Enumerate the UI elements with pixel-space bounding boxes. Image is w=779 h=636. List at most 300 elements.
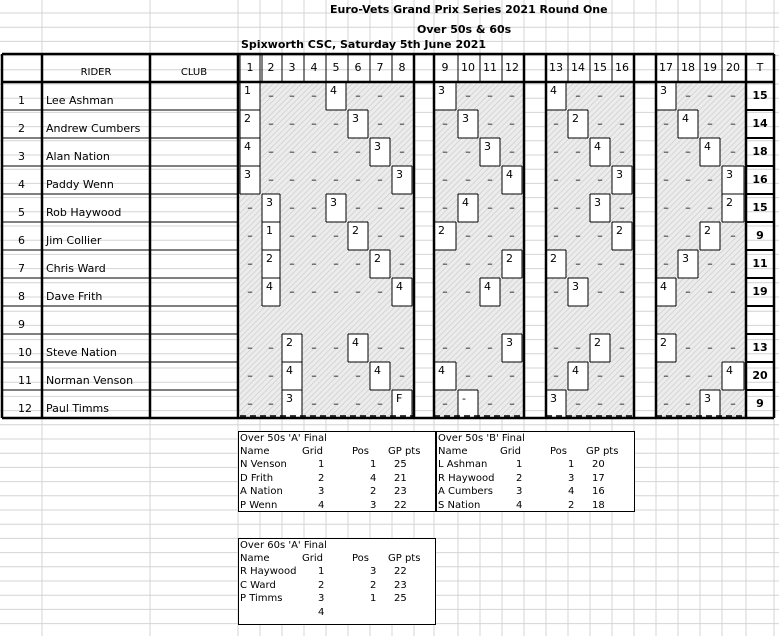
final-cell: 3 <box>516 486 523 497</box>
heat-dash: – <box>355 257 361 270</box>
heat-dash: – <box>289 89 295 102</box>
col-header-heat: 18 <box>681 61 695 74</box>
heat-result: 2 <box>616 224 623 237</box>
heat-dash: – <box>311 117 317 130</box>
heat-dash: – <box>487 201 493 214</box>
rider-number: 10 <box>18 346 32 359</box>
heat-dash: – <box>355 369 361 382</box>
rider-number: 4 <box>18 178 25 191</box>
heat-result: 4 <box>660 280 667 293</box>
heat-result: 3 <box>438 84 445 97</box>
heat-dash: – <box>707 89 713 102</box>
heat-result: 2 <box>374 252 381 265</box>
heat-result: 3 <box>330 196 337 209</box>
final-cell: A Nation <box>240 486 283 497</box>
heat-dash: – <box>355 201 361 214</box>
rider-total: 16 <box>752 173 768 186</box>
heat-dash: – <box>311 145 317 158</box>
heat-dash: – <box>509 89 515 102</box>
heat-dash: – <box>289 201 295 214</box>
heat-dash: – <box>575 89 581 102</box>
heat-dash: – <box>685 201 691 214</box>
heat-result: 2 <box>286 336 293 349</box>
rider-total: 14 <box>752 117 768 130</box>
heat-dash: – <box>399 369 405 382</box>
heat-result: 3 <box>352 112 359 125</box>
heat-dash: – <box>663 257 669 270</box>
final-cell: 4 <box>516 499 523 511</box>
heat-dash: – <box>399 117 405 130</box>
col-header-club: CLUB <box>180 67 208 78</box>
heat-dash: – <box>597 257 603 270</box>
heat-dash: – <box>597 229 603 242</box>
heat-dash: – <box>730 257 736 270</box>
final-cell: 3 <box>370 566 377 577</box>
final-cell: 21 <box>394 472 407 484</box>
heat-result: 4 <box>462 196 469 209</box>
col-header-heat: 10 <box>461 61 475 74</box>
heat-result: 2 <box>550 252 557 265</box>
final-cell: 1 <box>516 459 523 470</box>
heat-dash: – <box>487 117 493 130</box>
heat-dash: – <box>597 369 603 382</box>
heat-dash: – <box>553 341 559 354</box>
heat-dash: – <box>268 341 274 354</box>
heat-dash: – <box>289 173 295 186</box>
rider-number: 5 <box>18 206 25 219</box>
final-header: GP pts <box>388 553 421 564</box>
col-header-rider: RIDER <box>80 67 112 78</box>
heat-result: 3 <box>396 168 403 181</box>
heat-dash: – <box>707 117 713 130</box>
heat-dash: – <box>685 145 691 158</box>
heat-result: 2 <box>704 224 711 237</box>
heat-result: 4 <box>286 364 293 377</box>
final-cell: R Haywood <box>240 566 297 577</box>
final-title: Over 60s 'A' Final <box>240 540 327 551</box>
title-line-3: Spixworth CSC, Saturday 5th June 2021 <box>241 38 487 51</box>
heat-dash: – <box>311 229 317 242</box>
heat-dash: – <box>442 117 448 130</box>
heat-dash: – <box>333 341 339 354</box>
heat-dash: – <box>311 201 317 214</box>
rider-name: Andrew Cumbers <box>46 122 141 135</box>
final-cell: 1 <box>318 566 325 577</box>
heat-result: 4 <box>594 140 601 153</box>
heat-dash: – <box>247 341 253 354</box>
rider-number: 11 <box>18 374 32 387</box>
heat-dash: – <box>487 369 493 382</box>
col-header-heat: 2 <box>267 61 275 74</box>
rider-name: Dave Frith <box>46 290 103 303</box>
heat-dash: – <box>575 145 581 158</box>
heat-dash: – <box>487 229 493 242</box>
final-cell: D Frith <box>240 472 274 484</box>
heat-dash: – <box>553 201 559 214</box>
title-line-2: Over 50s & 60s <box>417 23 512 36</box>
rider-total: 9 <box>756 397 764 410</box>
final-header: Name <box>438 446 468 457</box>
heat-dash: – <box>553 145 559 158</box>
heat-dash: – <box>553 229 559 242</box>
heat-dash: – <box>509 201 515 214</box>
final-cell: 1 <box>370 459 377 470</box>
heat-dash: – <box>619 285 625 298</box>
heat-result: 3 <box>572 280 579 293</box>
heat-dash: – <box>663 173 669 186</box>
col-header-heat: 11 <box>483 61 497 74</box>
heat-dash: – <box>685 341 691 354</box>
final-cell: 23 <box>394 486 407 497</box>
rider-name: Steve Nation <box>46 346 117 359</box>
final-header: Pos <box>352 553 370 564</box>
heat-dash: – <box>465 229 471 242</box>
heat-dash: – <box>619 145 625 158</box>
final-title: Over 50s 'B' Final <box>438 433 525 444</box>
col-header-heat: 16 <box>615 61 629 74</box>
heat-dash: – <box>597 173 603 186</box>
final-cell: 16 <box>592 486 605 497</box>
heat-dash: – <box>289 285 295 298</box>
heat-dash: – <box>597 117 603 130</box>
final-cell: 3 <box>318 593 325 604</box>
final-header: Grid <box>302 446 323 457</box>
heat-result: 3 <box>506 336 513 349</box>
final-cell: R Haywood <box>438 472 495 484</box>
col-header-heat: 13 <box>549 61 563 74</box>
final-header: Pos <box>550 446 568 457</box>
heat-result: 2 <box>572 112 579 125</box>
final-cell: A Cumbers <box>438 486 493 497</box>
final-cell: 4 <box>318 606 325 618</box>
heat-dash: – <box>685 369 691 382</box>
heat-dash: – <box>730 145 736 158</box>
heat-dash: – <box>685 89 691 102</box>
col-header-heat: 1 <box>246 61 254 74</box>
heat-result: - <box>462 392 466 405</box>
heat-dash: – <box>355 89 361 102</box>
final-cell: 3 <box>318 486 325 497</box>
heat-result: 4 <box>244 140 251 153</box>
col-header-heat: 5 <box>332 61 340 74</box>
heat-dash: – <box>663 229 669 242</box>
heat-dash: – <box>333 173 339 186</box>
col-header-heat: 9 <box>441 61 449 74</box>
heat-dash: – <box>399 201 405 214</box>
heat-dash: – <box>289 229 295 242</box>
heat-result: 2 <box>660 336 667 349</box>
heat-dash: – <box>553 173 559 186</box>
heat-dash: – <box>575 201 581 214</box>
final-cell: 22 <box>394 499 407 511</box>
heat-dash: – <box>509 369 515 382</box>
heat-result: 3 <box>704 392 711 405</box>
heat-dash: – <box>619 397 625 410</box>
heat-dash: – <box>333 257 339 270</box>
final-cell: 2 <box>318 579 325 591</box>
heat-dash: – <box>399 89 405 102</box>
heat-dash: – <box>311 369 317 382</box>
final-cell: 4 <box>568 486 575 497</box>
rider-name: Paul Timms <box>46 402 110 415</box>
rider-name: Paddy Wenn <box>46 178 114 191</box>
heat-dash: – <box>509 285 515 298</box>
heat-result: 3 <box>594 196 601 209</box>
heat-dash: – <box>377 397 383 410</box>
heat-dash: – <box>553 117 559 130</box>
heat-dash: – <box>377 117 383 130</box>
heat-dash: – <box>487 257 493 270</box>
heat-dash: – <box>442 145 448 158</box>
heat-dash: – <box>377 173 383 186</box>
heat-dash: – <box>377 229 383 242</box>
heat-dash: – <box>377 285 383 298</box>
final-cell: 2 <box>370 486 377 497</box>
heat-dash: – <box>685 173 691 186</box>
heat-dash: – <box>487 397 493 410</box>
final-cell: P Timms <box>240 593 283 604</box>
final-cell: 2 <box>318 472 325 484</box>
final-cell: 1 <box>370 593 377 604</box>
heat-dash: – <box>575 173 581 186</box>
heat-result: 3 <box>726 168 733 181</box>
heat-dash: – <box>707 173 713 186</box>
rider-total: 13 <box>752 341 768 354</box>
heat-result: 4 <box>550 84 557 97</box>
heat-dash: – <box>509 145 515 158</box>
final-cell: 3 <box>370 499 377 511</box>
heat-dash: – <box>268 117 274 130</box>
heat-dash: – <box>268 145 274 158</box>
heat-dash: – <box>553 369 559 382</box>
heat-dash: – <box>597 285 603 298</box>
final-header: GP pts <box>586 446 619 457</box>
rider-total: 15 <box>752 89 768 102</box>
heat-dash: – <box>465 257 471 270</box>
heat-dash: – <box>289 117 295 130</box>
heat-dash: – <box>553 285 559 298</box>
heat-dash: – <box>730 397 736 410</box>
rider-number: 7 <box>18 262 25 275</box>
heat-dash: – <box>311 397 317 410</box>
heat-dash: – <box>730 285 736 298</box>
final-cell: 22 <box>394 566 407 577</box>
final-cell: 18 <box>592 499 605 511</box>
heat-result: 3 <box>286 392 293 405</box>
rider-number: 1 <box>18 94 25 107</box>
heat-dash: – <box>685 229 691 242</box>
col-header-heat: 3 <box>288 61 296 74</box>
final-cell: C Ward <box>240 579 276 591</box>
heat-result: 4 <box>396 280 403 293</box>
heat-dash: – <box>575 229 581 242</box>
final-cell: 25 <box>394 459 407 470</box>
final-cell: 17 <box>592 472 605 484</box>
rider-total: 20 <box>752 369 768 382</box>
heat-dash: – <box>597 89 603 102</box>
rider-name: Lee Ashman <box>46 94 114 107</box>
heat-result: 4 <box>374 364 381 377</box>
heat-dash: – <box>509 397 515 410</box>
final-cell: S Nation <box>438 499 481 511</box>
heat-dash: – <box>663 397 669 410</box>
rider-total: 15 <box>752 201 768 214</box>
rider-name: Alan Nation <box>46 150 110 163</box>
heat-result: 4 <box>506 168 513 181</box>
rider-number: 6 <box>18 234 25 247</box>
heat-dash: – <box>399 257 405 270</box>
heat-dash: – <box>730 229 736 242</box>
final-cell: 2 <box>568 499 575 511</box>
rider-number: 12 <box>18 402 32 415</box>
heat-dash: – <box>707 369 713 382</box>
heat-dash: – <box>333 145 339 158</box>
rider-name: Norman Venson <box>46 374 134 387</box>
heat-dash: – <box>289 145 295 158</box>
heat-result: 4 <box>704 140 711 153</box>
heat-dash: – <box>730 341 736 354</box>
heat-dash: – <box>247 229 253 242</box>
heat-result: 2 <box>726 196 733 209</box>
rider-name: Jim Collier <box>46 234 102 247</box>
heat-dash: – <box>311 285 317 298</box>
heat-dash: – <box>619 341 625 354</box>
col-header-heat: 4 <box>310 61 318 74</box>
heat-result: 2 <box>438 224 445 237</box>
final-cell: 4 <box>370 472 377 484</box>
col-header-heat: 14 <box>571 61 585 74</box>
heat-dash: – <box>707 257 713 270</box>
final-cell: 3 <box>568 472 575 484</box>
heat-result: 2 <box>352 224 359 237</box>
heat-dash: – <box>575 397 581 410</box>
heat-dash: – <box>509 117 515 130</box>
heat-result: 4 <box>682 112 689 125</box>
rider-name: Chris Ward <box>46 262 106 275</box>
heat-dash: – <box>619 257 625 270</box>
col-header-heat: 19 <box>703 61 717 74</box>
heat-dash: – <box>377 201 383 214</box>
heat-dash: – <box>442 173 448 186</box>
heat-dash: – <box>333 117 339 130</box>
heat-dash: – <box>355 173 361 186</box>
final-title: Over 50s 'A' Final <box>240 433 327 444</box>
heat-dash: – <box>355 145 361 158</box>
heat-dash: – <box>311 89 317 102</box>
heat-dash: – <box>730 117 736 130</box>
heat-result: 4 <box>438 364 445 377</box>
heat-result: 1 <box>244 84 251 97</box>
final-header: Name <box>240 553 270 564</box>
heat-dash: – <box>619 89 625 102</box>
rider-total: 19 <box>752 285 768 298</box>
rider-name: Rob Haywood <box>46 206 122 219</box>
heat-dash: – <box>311 257 317 270</box>
heat-dash: – <box>442 201 448 214</box>
rider-total: 18 <box>752 145 768 158</box>
final-cell: 20 <box>592 459 605 470</box>
final-header: GP pts <box>388 446 421 457</box>
heat-dash: – <box>707 201 713 214</box>
heat-dash: – <box>355 397 361 410</box>
rider-total: 9 <box>756 229 764 242</box>
heat-dash: – <box>707 341 713 354</box>
col-header-heat: 8 <box>398 61 406 74</box>
heat-dash: – <box>399 145 405 158</box>
final-header: Grid <box>500 446 521 457</box>
heat-result: 2 <box>266 252 273 265</box>
final-header: Pos <box>352 446 370 457</box>
heat-dash: – <box>247 369 253 382</box>
heat-dash: – <box>442 285 448 298</box>
final-cell: 23 <box>394 579 407 591</box>
final-cell: 4 <box>318 499 325 511</box>
rider-total: 11 <box>752 257 768 270</box>
heat-dash: – <box>465 341 471 354</box>
heat-dash: – <box>268 397 274 410</box>
heat-result: 3 <box>462 112 469 125</box>
heat-result: 3 <box>550 392 557 405</box>
heat-dash: – <box>311 173 317 186</box>
heat-result: 2 <box>244 112 251 125</box>
heat-result: 4 <box>352 336 359 349</box>
heat-dash: – <box>487 173 493 186</box>
heat-result: 3 <box>374 140 381 153</box>
heat-result: 4 <box>330 84 337 97</box>
heat-result: 3 <box>660 84 667 97</box>
heat-dash: – <box>333 397 339 410</box>
heat-dash: – <box>268 89 274 102</box>
final-cell: 2 <box>516 472 523 484</box>
heat-dash: – <box>399 229 405 242</box>
col-header-heat: 6 <box>354 61 362 74</box>
heat-result: 2 <box>594 336 601 349</box>
heat-dash: – <box>247 201 253 214</box>
heat-dash: – <box>619 201 625 214</box>
final-cell: 1 <box>318 459 325 470</box>
heat-result: 4 <box>572 364 579 377</box>
heat-dash: – <box>685 397 691 410</box>
heat-dash: – <box>730 89 736 102</box>
final-cell: 1 <box>568 459 575 470</box>
heat-dash: – <box>707 285 713 298</box>
heat-result: 3 <box>616 168 623 181</box>
heat-result: 1 <box>266 224 273 237</box>
heat-dash: – <box>268 173 274 186</box>
final-cell: 2 <box>370 579 377 591</box>
heat-dash: – <box>442 257 448 270</box>
heat-dash: – <box>575 341 581 354</box>
heat-dash: – <box>247 285 253 298</box>
heat-dash: – <box>311 341 317 354</box>
heat-dash: – <box>247 397 253 410</box>
rider-number: 8 <box>18 290 25 303</box>
rider-number: 9 <box>18 318 25 331</box>
heat-dash: – <box>597 397 603 410</box>
final-header: Grid <box>302 553 323 564</box>
col-header-heat: 12 <box>505 61 519 74</box>
heat-dash: – <box>289 257 295 270</box>
rider-number: 3 <box>18 150 25 163</box>
title-line-1: Euro-Vets Grand Prix Series 2021 Round One <box>330 3 608 16</box>
heat-result: 3 <box>244 168 251 181</box>
heat-dash: – <box>685 285 691 298</box>
heat-dash: – <box>619 369 625 382</box>
heat-result: 3 <box>682 252 689 265</box>
heat-dash: – <box>487 89 493 102</box>
heat-dash: – <box>509 229 515 242</box>
col-header-heat: 15 <box>593 61 607 74</box>
